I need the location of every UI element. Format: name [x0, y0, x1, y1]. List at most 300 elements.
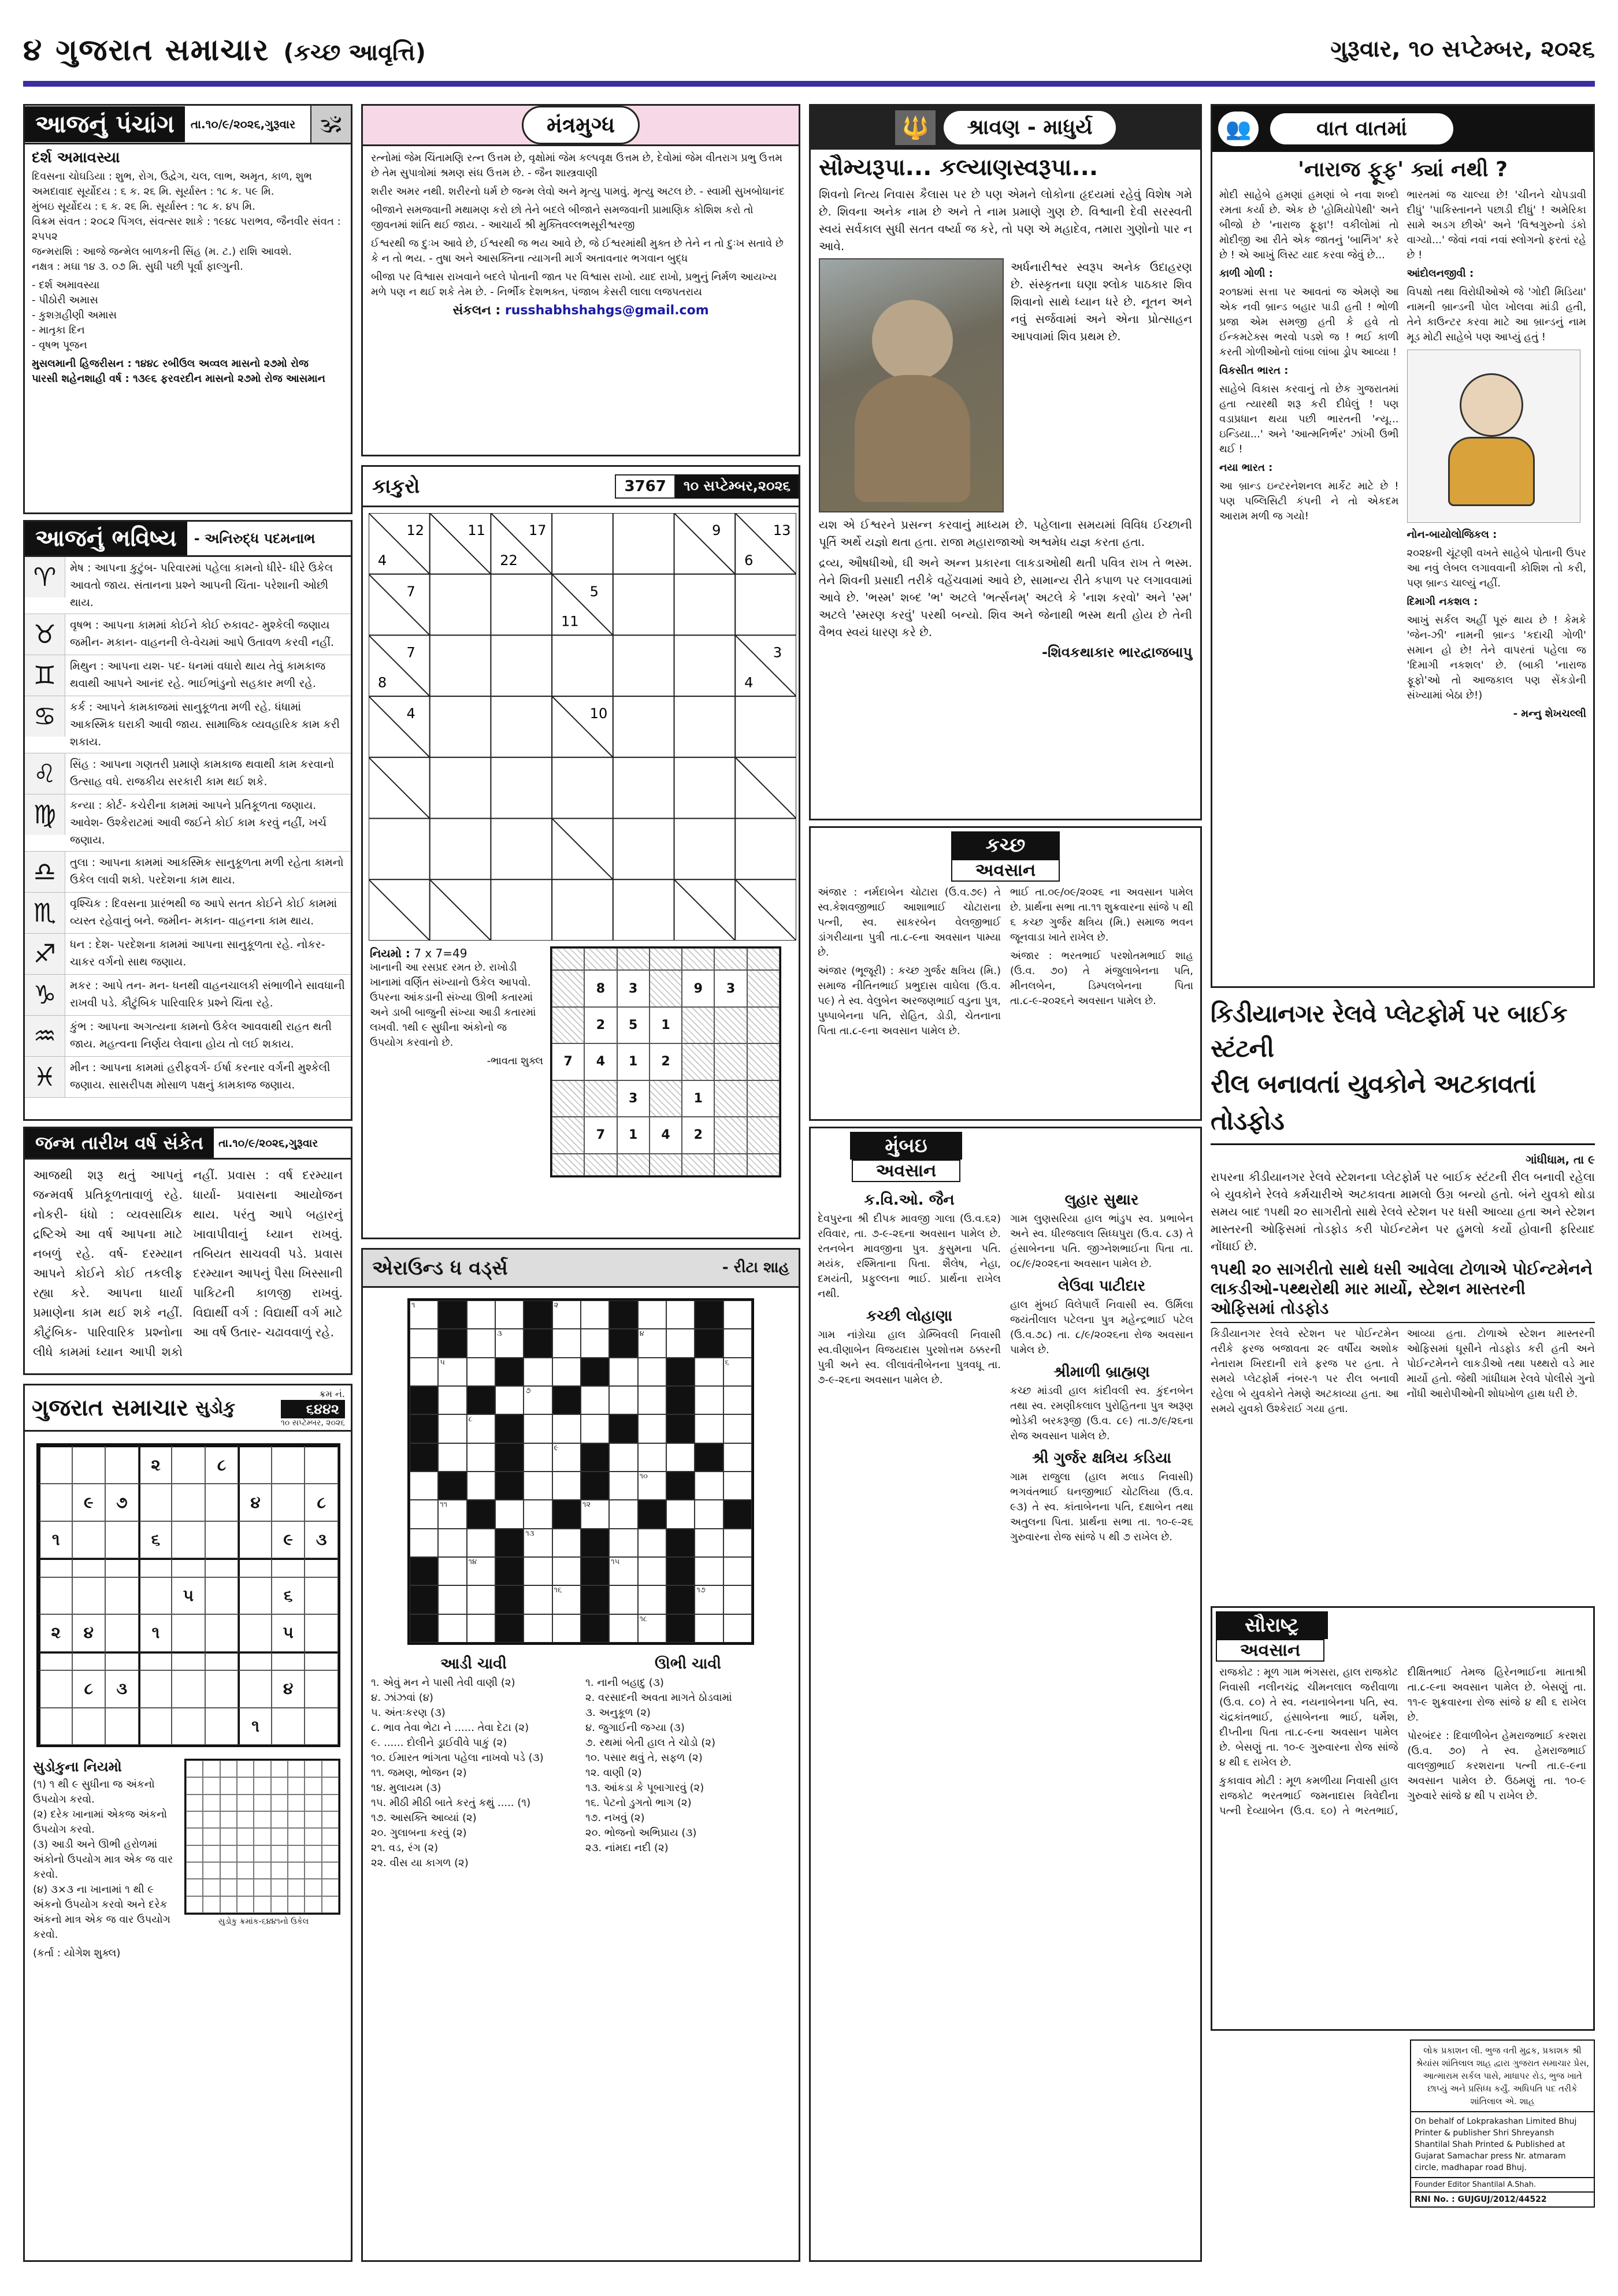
crossword-cell[interactable]	[609, 1386, 637, 1414]
crossword-cell[interactable]	[438, 1585, 466, 1614]
crossword-cell[interactable]	[638, 1585, 666, 1614]
crossword-cell[interactable]	[410, 1358, 438, 1386]
crossword-cell[interactable]	[695, 1557, 723, 1585]
crossword-cell[interactable]	[581, 1301, 609, 1329]
kakuro-cell[interactable]	[613, 574, 674, 636]
kakuro-answer-cell	[552, 1117, 584, 1153]
kakuro-answer-cell: 1	[617, 1043, 650, 1080]
crossword-cell[interactable]	[666, 1301, 695, 1329]
sudoku-answer-cell	[203, 1795, 220, 1811]
sudoku-answer-cell	[305, 1777, 321, 1794]
sudoku-cell	[105, 1446, 139, 1484]
sudoku-cell: ૮	[305, 1484, 338, 1521]
crossword-cell[interactable]	[581, 1386, 609, 1414]
kakuro-cell[interactable]	[430, 574, 491, 636]
sudoku-answer-cell	[322, 1828, 339, 1845]
crossword-cell[interactable]	[524, 1414, 552, 1443]
kakuro-cell[interactable]	[613, 635, 674, 696]
crossword-cell[interactable]	[552, 1443, 581, 1472]
crossword-cell[interactable]	[638, 1329, 666, 1357]
cancer-icon: ♋	[25, 696, 65, 737]
crossword-cell[interactable]	[438, 1443, 466, 1472]
crossword-cell[interactable]	[638, 1358, 666, 1386]
crossword-cell[interactable]	[467, 1301, 495, 1329]
crossword-cell[interactable]	[438, 1557, 466, 1585]
crossword-cell[interactable]	[410, 1500, 438, 1528]
sudoku-cell: ૫	[272, 1614, 305, 1651]
crossword-cell[interactable]	[723, 1386, 752, 1414]
crossword-number: ૪	[639, 1329, 644, 1339]
sudoku-answer-cell	[271, 1879, 288, 1896]
crossword-cell[interactable]	[467, 1472, 495, 1500]
crossword-cell[interactable]	[495, 1329, 524, 1357]
crossword-black-cell	[410, 1614, 438, 1643]
sudoku-answer-cell	[322, 1862, 339, 1879]
leo-icon: ♌	[25, 753, 65, 794]
bhavishya-box	[23, 520, 352, 1121]
zodiac-row: ♋ કર્ક : આપને કામકાજમાં સાનુકૂળતા મળી રહે. ધંધામાં આકસ્મિક ઘરાકી આવી જાય. સામાજિક વ્યવહારિક કામ કરી શકાય.	[25, 696, 351, 753]
imprint-gujarati: લોક પ્રકાશન લી. ભુજ વતી મુદ્રક, પ્રકાશક શ્રી શ્રેયાંસ શાંતિલાલ શાહ દ્વારા ગુજરાત સમાચાર પ્રેસ, આત્મારામ સર્કલ પાસે, માધાપર રોડ, ભુજ ખાતે છાપ્યું અને પ્રસિધ્ધ કર્યું. અધિપતિ પદ તરીકે શાંતિલાલ એ. શાહ	[1410, 2039, 1595, 2112]
crossword-cell[interactable]	[524, 1472, 552, 1500]
crossword-number: ૧૭	[696, 1586, 706, 1595]
sudoku-cell	[139, 1484, 172, 1521]
crossword-cell[interactable]	[552, 1414, 581, 1443]
crossword-cell[interactable]	[495, 1301, 524, 1329]
sudoku-answer-cell	[203, 1828, 220, 1845]
crossword-black-cell	[581, 1614, 609, 1643]
sudoku-cell	[172, 1558, 205, 1577]
kakuro-answer-cell	[747, 970, 780, 1006]
crossword-title: એરાઉન્ડ ધ વર્ડ્સ	[372, 1256, 508, 1280]
crossword-cell[interactable]	[524, 1557, 552, 1585]
crossword-cell[interactable]	[524, 1585, 552, 1614]
kakuro-answer-cell	[747, 1117, 780, 1153]
kakuro-answer-cell	[650, 948, 682, 970]
sudoku-cell: ૪	[272, 1670, 305, 1707]
crossword-cell[interactable]	[552, 1614, 581, 1643]
crossword-cell[interactable]	[524, 1443, 552, 1472]
kakuro-answer-cell	[584, 948, 617, 970]
crossword-cell[interactable]	[609, 1529, 637, 1557]
kakuro-cell[interactable]	[491, 879, 552, 941]
kakuro-cell[interactable]	[491, 696, 552, 757]
sudoku-answer-cell	[271, 1845, 288, 1862]
sudoku-answer-cell	[288, 1811, 305, 1828]
sudoku-cell	[39, 1652, 72, 1670]
vaat-text: ૨૦૧૪માં સત્તા પર આવતાં જ એમણે આ એક નવી બ્રાન્ડ બહાર પાડી હતી ! ભોળી પ્રજા એમ સમજી હતી કે હવે તો ઈન્કમટેક્સ ભરવો પડશે જ ! ભઈ કાળી કરતી ગોળીઓનો લાંબા લાંબા ડ્રોપ આવ્યા !	[1219, 286, 1399, 358]
crossword-cell[interactable]	[410, 1329, 438, 1357]
crossword-cell[interactable]	[467, 1329, 495, 1357]
janma-box	[23, 1127, 352, 1375]
sudoku-answer-cell	[220, 1879, 237, 1896]
crossword-cell[interactable]	[524, 1386, 552, 1414]
zodiac-row: ♍ કન્યા : કોર્ટ- કચેરીના કામમાં આપને પ્રતિકૂળતા જણાય. આવેશ- ઉશ્કેરાટમાં આવી જઈને કોઈ કામ કરવું નહીં, ખર્ચ જણાય.	[25, 794, 351, 852]
crossword-cell[interactable]	[723, 1443, 752, 1472]
sudoku-cell	[205, 1708, 239, 1745]
crossword-black-cell	[609, 1329, 637, 1357]
kakuro-cell[interactable]	[491, 819, 552, 880]
crossword-black-cell	[467, 1500, 495, 1528]
obit-text: કચ્છ માંડવી હાલ કાંદીવલી સ્વ. કુંદનબેન તથા સ્વ. રમણીકલાલ પુરોહિતના પુત્ર અરૂણ ભોડેકી બરકરૂજી (ઉ.વ. ૮૯) તા.૭/૯/૨૬ના રોજ અવસાન પામેલ છે.	[1010, 1385, 1193, 1442]
sudoku-answer-cell	[288, 1777, 305, 1794]
mantra-title: મંત્રમુગ્ધ	[522, 106, 640, 144]
crossword-black-cell	[666, 1614, 695, 1643]
crossword-black-cell	[410, 1443, 438, 1472]
kakuro-date: ૧૦ સપ્ટેમ્બર,૨૦૨૬	[676, 474, 799, 499]
down-title: ઊભી ચાવી	[655, 1655, 721, 1673]
kakuro-cell[interactable]	[491, 757, 552, 819]
crossword-number: ૭	[525, 1386, 531, 1395]
kakuro-answer-cell	[747, 948, 780, 970]
crossword-cell[interactable]	[552, 1301, 581, 1329]
janma-date: તા.૧૦/૯/૨૦૨૬,ગુરૂવાર	[218, 1136, 318, 1150]
crossword-cell[interactable]	[438, 1529, 466, 1557]
sudoku-cell	[238, 1577, 272, 1614]
kakuro-clue: 11	[561, 613, 579, 630]
kakuro-cell[interactable]	[674, 757, 736, 819]
crossword-cell[interactable]	[524, 1529, 552, 1557]
imprint-rni: RNI No. : GUJGUJ/2012/44522	[1410, 2193, 1595, 2208]
crossword-cell[interactable]	[552, 1585, 581, 1614]
crossword-cell[interactable]	[524, 1614, 552, 1643]
kakuro-grid	[369, 513, 796, 941]
kakuro-answer-cell	[682, 1007, 714, 1043]
crossword-cell[interactable]	[552, 1329, 581, 1357]
crossword-cell[interactable]	[438, 1500, 466, 1528]
zodiac-row: ♒ કુંભ : આપના અગત્યના કામનો ઉકેલ આવવાથી રાહત થતી જાય. મહત્વના નિર્ણય લેવાના હોય તો લઈ શકાય.	[25, 1016, 351, 1057]
crossword-cell[interactable]	[723, 1329, 752, 1357]
crossword-black-cell	[695, 1443, 723, 1472]
crossword-cell[interactable]	[609, 1557, 637, 1585]
kakuro-cell[interactable]	[674, 819, 736, 880]
crossword-black-cell	[609, 1414, 637, 1443]
crossword-cell[interactable]	[723, 1557, 752, 1585]
kakuro-answer-cell: 7	[552, 1043, 584, 1080]
crossword-cell[interactable]	[723, 1414, 752, 1443]
crossword-black-cell	[666, 1557, 695, 1585]
crossword-cell[interactable]	[638, 1557, 666, 1585]
mantra-item: બીજાને સમજવાની મથામણ કરો છો તેને બદલે બીજાને સમજવાની પ્રામાણિક કોશિશ કરો તો જીવનમાં શાંતિ થઈ જાય. - આચાર્ય શ્રી મુક્તિવલ્લભસૂરીશ્વરજી	[371, 204, 754, 231]
across-clue: ૨૦. ગુલાબના કરવું (૨)	[371, 1827, 467, 1839]
kakuro-cell[interactable]	[430, 819, 491, 880]
kakuro-clue: 7	[406, 583, 415, 600]
vaat-byline: - મન્નુ શેખચલ્લી	[1513, 708, 1586, 720]
crossword-cell[interactable]	[638, 1529, 666, 1557]
crossword-black-cell	[581, 1472, 609, 1500]
down-clue: ૧૨. વાણી (૨)	[585, 1767, 642, 1779]
crossword-cell[interactable]	[467, 1414, 495, 1443]
kakuro-answer-cell	[714, 948, 747, 970]
sudoku-cell	[238, 1614, 272, 1651]
crossword-cell[interactable]	[467, 1614, 495, 1643]
crossword-cell[interactable]	[695, 1529, 723, 1557]
kakuro-clue: 6	[744, 552, 754, 569]
kakuro-cell[interactable]	[430, 757, 491, 819]
crossword-cell[interactable]	[438, 1386, 466, 1414]
crossword-cell[interactable]	[695, 1472, 723, 1500]
crossword-cell[interactable]	[438, 1414, 466, 1443]
sudoku-cell	[105, 1708, 139, 1745]
crossword-cell[interactable]	[695, 1585, 723, 1614]
shiva-image	[819, 258, 1004, 512]
kakuro-cell[interactable]	[735, 574, 796, 636]
crossword-black-cell	[666, 1585, 695, 1614]
crossword-number: ૨	[554, 1301, 559, 1310]
sudoku-cell: ૧	[139, 1614, 172, 1651]
sudoku-answer-cell	[203, 1811, 220, 1828]
vaat-text: આ બ્રાન્ડ ઇન્ટરનેશનલ માર્કેટ માટે છે ! પણ પબ્લિસિટી કંપની ને તો એકદમ આરામ મળી જ ગયો!	[1219, 480, 1399, 522]
kakuro-cell[interactable]	[674, 696, 736, 757]
crossword-cell[interactable]	[666, 1500, 695, 1528]
kakuro-number: 3767	[615, 474, 675, 499]
zodiac-row: ♐ ધન : દેશ- પરદેશના કામમાં આપના સાનુકૂળતા રહે. નોકર- ચાકર વર્ગનો સાથ જણાય.	[25, 934, 351, 975]
kakuro-cell[interactable]	[674, 574, 736, 636]
crossword-cell[interactable]	[410, 1472, 438, 1500]
sudoku-answer-cell	[322, 1811, 339, 1828]
kakuro-cell[interactable]	[491, 635, 552, 696]
kakuro-cell[interactable]	[735, 696, 796, 757]
sudoku-answer-cell	[288, 1828, 305, 1845]
sudoku-answer-cell	[271, 1777, 288, 1794]
obit-text: ગામ રાજુલા (હાલ મલાડ નિવાસી) ભગવંતભાઈ ઘનજીભાઈ ચોટલિયા (ઉ.વ. ૯૩) તે સ્વ. કાંતાબેનના પતિ, દક્ષાબેન તથા અતુલના પિતા. પ્રાર્થના સભા તા. ૧૦-૯-૨૬ ગુરુવારના રોજ સાંજે ૫ થી ૭ રાખેલ છે.	[1010, 1471, 1193, 1543]
sudoku-answer-cell	[220, 1795, 237, 1811]
crossword-cell[interactable]	[609, 1443, 637, 1472]
sudoku-answer-cell	[237, 1811, 254, 1828]
crossword-black-cell	[495, 1614, 524, 1643]
crossword-cell[interactable]	[467, 1358, 495, 1386]
sudoku-answer-cell	[203, 1879, 220, 1896]
sudoku-cell	[305, 1708, 338, 1745]
sudoku-answer-cell	[237, 1845, 254, 1862]
across-clue: ૨૨. વીસ યા કાગળ (૨)	[371, 1857, 469, 1869]
crossword-cell[interactable]	[581, 1500, 609, 1528]
kakuro-cell[interactable]	[552, 757, 613, 819]
sudoku-cell	[105, 1652, 139, 1670]
crossword-number: ૧૦	[639, 1472, 648, 1481]
crossword-black-cell	[666, 1529, 695, 1557]
sudoku-cell	[172, 1446, 205, 1484]
crossword-cell[interactable]	[552, 1557, 581, 1585]
sudoku-answer-cell	[237, 1795, 254, 1811]
crossword-cell[interactable]	[495, 1386, 524, 1414]
kakuro-answer-cell	[650, 1080, 682, 1117]
crossword-cell[interactable]	[467, 1529, 495, 1557]
crossword-cell[interactable]	[467, 1557, 495, 1585]
across-clue: ૧૦. ઈમારત ભાંગતા પહેલા નાખવો પડે (૩)	[371, 1752, 544, 1764]
news-story	[1211, 997, 1595, 1600]
sudoku-answer-cell	[237, 1777, 254, 1794]
kakuro-cell[interactable]	[369, 819, 430, 880]
crossword-cell[interactable]	[723, 1472, 752, 1500]
sudoku-answer-cell	[322, 1879, 339, 1896]
saurashtra-sub: અવસાન	[1216, 1639, 1324, 1662]
virgo-icon: ♍	[25, 794, 65, 835]
sudoku-cell	[39, 1708, 72, 1745]
aquarius-icon: ♒	[25, 1016, 65, 1056]
crossword-cell[interactable]	[467, 1585, 495, 1614]
janma-text: આજથી શરૂ થતું આપનું જન્મવર્ષ પ્રતિકૂળતાવાળું રહે. નોકરી- ધંધો : વ્યવસાયિક દ્રષ્ટિએ આ વર્ષ આપના માટે નબળું રહે. વર્ષ- દરમ્યાન આપને કોઈને કોઈ તકલીફ રહ્યા કરે. આપના ધાર્યા પ્રમાણેના કામ થઈ શકે નહીં. કૌટુંબિક- પારિવારિક પ્રશ્નોના લીધે કામમાં ધ્યાન આપી શકો નહીં. પ્રવાસ : વર્ષ દરમ્યાન ધાર્યા- પ્રવાસના આયોજન થાય. પરંતુ આપે બહારનું ખાવાપીવાનું ધ્યાન રાખવું. તબિયત સાચવવી પડે. પ્રવાસ દરમ્યાન આપનું પૈસા ખિસ્સાની પાકિટની કાળજી રાખવું. વિદ્યાર્થી વર્ગ : વિદ્યાર્થી વર્ગ માટે આ વર્ષ ઉતાર- ચઢાવવાળું રહે.	[33, 1168, 343, 1359]
crossword-number: ૫	[440, 1358, 445, 1367]
obit-community: શ્રી ગુર્જર ક્ષત્રિય કડિયા	[1031, 1450, 1171, 1467]
crossword-black-cell	[666, 1414, 695, 1443]
crossword-cell[interactable]	[638, 1614, 666, 1643]
crossword-number: ૧૮	[639, 1614, 648, 1623]
kakuro-answer-cell	[714, 1043, 747, 1080]
sudoku-cell: ૭	[105, 1484, 139, 1521]
kakuro-cell[interactable]	[735, 819, 796, 880]
crossword-cell[interactable]	[552, 1472, 581, 1500]
crossword-cell[interactable]	[609, 1585, 637, 1614]
crossword-cell[interactable]	[609, 1500, 637, 1528]
sudoku-answer-cell	[186, 1795, 203, 1811]
saurashtra-entry: કુકાવાવ મોટી : મૂળ કમળીયા નિવાસી હાલ રાજકોટ ભરતભાઈ જમનાદાસ ત્રિવેદીના પત્ની દેવ્યાબેન (ઉ.વ. ૬૦) તે ભરતભાઈ, દીક્ષિતભાઈ તેમજ હિરેનભાઈના માતાશ્રી તા.૮-૯ના અવસાન પામેલ છે. બેસણું તા. ૧૧-૯ શુક્રવારના રોજ સાંજે ૪ થી ૬ રાખેલ છે.	[1219, 1666, 1586, 1817]
sudoku-answer-cell	[186, 1896, 203, 1913]
sudoku-cell	[172, 1614, 205, 1651]
crossword-cell[interactable]	[438, 1358, 466, 1386]
crossword-cell[interactable]	[410, 1529, 438, 1557]
kakuro-clue: 7	[406, 644, 415, 661]
kakuro-answer-cell: 3	[617, 1080, 650, 1117]
sudoku-cell	[305, 1577, 338, 1614]
obit-community: લુહાર સુથાર	[1064, 1191, 1139, 1209]
crossword-cell[interactable]	[638, 1472, 666, 1500]
crossword-cell[interactable]	[695, 1500, 723, 1528]
kakuro-cell[interactable]	[430, 696, 491, 757]
cartoon-image	[1407, 350, 1580, 523]
panchang-line: મુસલમાની હિજરીસન : ૧૪૪૮ રબીઉલ અવ્વલ માસનો ૨૭મો રોજ	[32, 358, 309, 370]
kakuro-cell[interactable]	[552, 635, 613, 696]
kakuro-answer-cell: 3	[714, 970, 747, 1006]
kakuro-answer-cell	[617, 1154, 650, 1176]
crossword-cell[interactable]	[695, 1358, 723, 1386]
capricorn-icon: ♑	[25, 975, 65, 1015]
crossword-cell[interactable]	[723, 1358, 752, 1386]
crossword-cell[interactable]	[581, 1329, 609, 1357]
kakuro-rules-size: 7 x 7=49	[414, 946, 467, 960]
sudoku-cell: ૬	[272, 1577, 305, 1614]
kakuro-answer-cell	[552, 1007, 584, 1043]
sudoku-cell	[139, 1670, 172, 1707]
crossword-cell[interactable]	[638, 1443, 666, 1472]
crossword-cell[interactable]	[524, 1358, 552, 1386]
sudoku-cell	[39, 1670, 72, 1707]
crossword-cell[interactable]	[609, 1358, 637, 1386]
saurashtra-title: સૌરાષ્ટ્ર	[1216, 1611, 1328, 1639]
kakuro-cell[interactable]	[613, 513, 674, 574]
crossword-cell[interactable]	[552, 1358, 581, 1386]
sudoku-rule: (૨) દરેક ખાનામાં એકજ અંકનો ઉપયોગ કરવો.	[33, 1808, 168, 1836]
crossword-cell[interactable]	[495, 1500, 524, 1528]
obit-text: ગામ લુણસરિયા હાલ ભાંડુપ સ્વ. પ્રભાબેન અને સ્વ. ધીરજલાલ સિધ્ધપુરા (ઉ.વ. ૮૩) તે હંસાબેનના પતિ. જીગ્નેશભાઈના પિતા તા. ૦૮/૯/૨૦૨૬ના અવસાન પામેલ છે.	[1010, 1213, 1193, 1270]
crossword-cell[interactable]	[695, 1386, 723, 1414]
sudoku-answer-cell	[305, 1879, 321, 1896]
kakuro-cell[interactable]	[613, 879, 674, 941]
kakuro-cell[interactable]	[552, 513, 613, 574]
crossword-cell[interactable]	[410, 1301, 438, 1329]
crossword-cell[interactable]	[609, 1472, 637, 1500]
sudoku-answer-cell	[288, 1760, 305, 1777]
across-list	[371, 1675, 576, 1871]
sudoku-answer-cell	[254, 1777, 270, 1794]
crossword-cell[interactable]	[723, 1301, 752, 1329]
crossword-cell[interactable]	[666, 1329, 695, 1357]
sudoku-cell	[272, 1484, 305, 1521]
crossword-cell[interactable]	[723, 1529, 752, 1557]
crossword-cell[interactable]	[524, 1500, 552, 1528]
sudoku-answer-cell	[254, 1811, 270, 1828]
crossword-black-cell	[410, 1557, 438, 1585]
vaat-box	[1211, 104, 1595, 988]
crossword-cell[interactable]	[438, 1614, 466, 1643]
sudoku-answer-cell	[288, 1795, 305, 1811]
news-headline: રીલ બનાવતાં યુવકોને અટકાવતાં તોડફોડ	[1211, 1066, 1595, 1145]
crossword-number: ૯	[554, 1443, 559, 1452]
kakuro-cell[interactable]	[613, 757, 674, 819]
zodiac-list	[25, 557, 351, 1098]
kakuro-cell[interactable]	[613, 696, 674, 757]
sudoku-answer-cell	[203, 1760, 220, 1777]
mantra-footer-email[interactable]: russhabhshahgs@gmail.com	[504, 303, 709, 318]
crossword-black-cell	[495, 1585, 524, 1614]
sudoku-answer-cell	[254, 1845, 270, 1862]
crossword-cell[interactable]	[467, 1443, 495, 1472]
crossword-cell[interactable]	[581, 1414, 609, 1443]
sudoku-answer-cell	[305, 1845, 321, 1862]
zodiac-row: ♑ મકર : આપે તન- મન- ધનથી વાહનચાલકી સંભાળીને સાવધાની રાખવી પડે. કૌટુંબિક પારિવારિક પ્રશ્ને ચિંતા રહે.	[25, 975, 351, 1016]
kakuro-cell[interactable]	[552, 879, 613, 941]
obit-text: દેવપુરના શ્રી દીપક માવજી ગાલા (ઉ.વ.૬૨) રવિવાર, તા. ૭-૯-૨૬ના અવસાન પામેલ છે. રતનબેન માવજીના પુત્ર. કુસુમના પતિ. મયંક, રશ્મિતાના પિતા. શૈલેષ, નેહા, દમયંતી, પ્રફુલ્લના ભાઈ. પ્રાર્થના રાખેલ નથી.	[818, 1213, 1001, 1300]
crossword-cell[interactable]	[609, 1614, 637, 1643]
down-list	[585, 1675, 791, 1856]
down-clue: ૨૩. નાંમદા નદી (૨)	[585, 1842, 669, 1854]
kakuro-cell[interactable]	[613, 819, 674, 880]
sudoku-answer-cell	[322, 1795, 339, 1811]
sudoku-title: સુડોકુ	[195, 1398, 236, 1418]
sudoku-answer-cell	[305, 1862, 321, 1879]
crossword-cell[interactable]	[638, 1386, 666, 1414]
kakuro-title: કાકુરો	[372, 474, 420, 498]
saurashtra-entry: પોરબંદર : દિવાળીબેન હેમરાજભાઈ કરશરા (ઉ.વ. ૭૦) તે સ્વ. હેમરાજભાઈ વાલજીભાઈ કરશરાના પત્ની તા.૯-૯ના અવસાન પામેલ છે. ઉઠમણું તા. ૧૦-૯ ગુરુવારે સાંજે ૪ થી ૫ રાખેલ છે.	[1407, 1730, 1586, 1802]
crossword-black-cell	[495, 1557, 524, 1585]
sudoku-cell	[205, 1558, 239, 1577]
sudoku-cell	[205, 1521, 239, 1558]
kakuro-cell[interactable]	[491, 574, 552, 636]
kakuro-cell[interactable]	[674, 635, 736, 696]
crossword-black-cell	[410, 1414, 438, 1443]
kakuro-cell[interactable]	[430, 635, 491, 696]
crossword-cell[interactable]	[723, 1585, 752, 1614]
kutch-entry: અંજાર : ભરતભાઈ પરશોતમભાઈ શાહ (ઉ.વ. ૭૦) તે મંજુલાબેનના પતિ, મીનલબેન, ડિમ્પલબેનના પિતા તા.૮-૯-૨૦૨૬ને અવસાન પામેલ છે.	[1010, 950, 1193, 1007]
crossword-cell[interactable]	[638, 1414, 666, 1443]
crossword-cell[interactable]	[695, 1614, 723, 1643]
crossword-cell[interactable]	[723, 1614, 752, 1643]
across-clue: ૧૫. મીઠી મીઠી બાતે કરતું કથું ..... (૧)	[371, 1797, 531, 1809]
sudoku-cell	[172, 1708, 205, 1745]
crossword-cell[interactable]	[638, 1301, 666, 1329]
crossword-cell[interactable]	[695, 1414, 723, 1443]
crossword-cell[interactable]	[666, 1443, 695, 1472]
panchang-line: મુંબઇ સૂર્યોદય : ૬ ક. ૨૬ મિ. સૂર્યાસ્ત : ૧૮ ક. ૪૫ મિ.	[32, 200, 255, 213]
crossword-cell[interactable]	[552, 1529, 581, 1557]
sudoku-number: ૬૪૪૨	[281, 1400, 345, 1418]
sudoku-rule: (૧) ૧ થી ૯ સુધીના જ અંકનો ઉપયોગ કરવો.	[33, 1778, 155, 1805]
gemini-icon: ♊	[25, 655, 65, 696]
sudoku-answer-cell	[186, 1828, 203, 1845]
kakuro-author: -ભાવતા શુક્લ	[487, 1055, 543, 1067]
sudoku-cell: ૮	[72, 1670, 106, 1707]
kakuro-answer-cell	[714, 1154, 747, 1176]
panchang-line: પારસી શહેનશાહી વર્ષ : ૧૩૯૬ ફરવરદીન માસનો ૨૭મો રોજ આસમાન	[32, 373, 325, 385]
